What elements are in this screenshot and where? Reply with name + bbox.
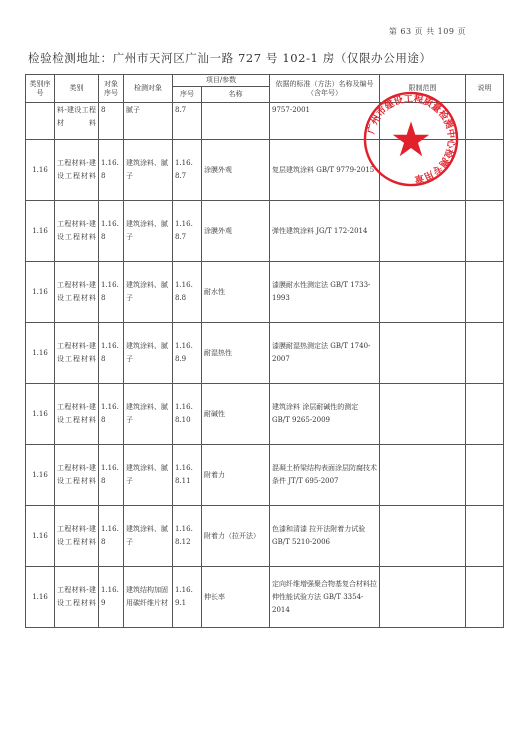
cell-obj-no: 1.16.8 [99,506,124,567]
official-seal [362,90,460,188]
cell-category: 工程材料-建设工程材料 [55,323,99,384]
cell-obj-no: 1.16.8 [99,445,124,506]
cell-param-name: 涂膜外观 [202,140,270,201]
cell-standard: 弹性建筑涂料 JG/T 172-2014 [270,201,380,262]
cell-limit [380,201,466,262]
table-row [26,506,504,567]
header-standard: 依据的标准（方法）名称及编号（含年号） [270,75,380,103]
cell-category: 工程材料-建设工程材料 [55,201,99,262]
cell-cat-no: 1.16 [26,567,55,628]
cell-category: 工程材料-建设工程材料 [55,567,99,628]
header-object: 检测对象 [124,75,173,103]
cell-standard: 定向纤维增强聚合物基复合材料拉伸性能试验方法 GB/T 3354-2014 [270,567,380,628]
cell-object: 建筑涂料、腻子 [124,201,173,262]
seal-star-icon [393,121,429,156]
cell-category: 工程材料-建设工程材料 [55,506,99,567]
cell-param-no: 1.16.8.12 [173,506,202,567]
lab-address: 检验检测地址：广州市天河区广汕一路 727 号 102-1 房（仅限办公用途） [28,51,432,65]
cell-limit [380,567,466,628]
cell-param-name [202,103,270,140]
cell-note [466,445,504,506]
seal-text: 广州市建设工程质量检测中心检测专用章 [366,93,457,185]
cell-standard: 建筑涂料 涂层耐碱性的测定 GB/T 9265-2009 [270,384,380,445]
cell-obj-no: 1.16.9 [99,567,124,628]
header-param-name: 名称 [202,87,270,103]
header-param-no: 序号 [173,87,202,103]
cell-standard: 9757-2001 [270,103,380,140]
cell-note [466,323,504,384]
cell-obj-no: 8 [99,103,124,140]
cell-note [466,384,504,445]
cell-object: 建筑涂料、腻子 [124,445,173,506]
header-limit: 限制范围 [380,75,466,103]
cell-object: 建筑涂料、腻子 [124,262,173,323]
cell-note [466,506,504,567]
cell-note [466,140,504,201]
cell-note [466,201,504,262]
cell-param-name: 耐碱性 [202,384,270,445]
header-obj-no: 对象序号 [99,75,124,103]
cell-cat-no: 1.16 [26,506,55,567]
header-param-group: 项目/参数 [173,75,270,87]
cell-cat-no: 1.16 [26,323,55,384]
cell-category: 料-建设工程材料 [55,103,99,140]
cell-param-name: 耐水性 [202,262,270,323]
cell-param-no: 1.16.8.11 [173,445,202,506]
header-category: 类别 [55,75,99,103]
cell-obj-no: 1.16.8 [99,140,124,201]
cell-param-no: 1.16.8.9 [173,323,202,384]
cell-obj-no: 1.16.8 [99,323,124,384]
cell-category: 工程材料-建设工程材料 [55,445,99,506]
cell-cat-no: 1.16 [26,384,55,445]
cell-standard: 漆膜耐湿热测定法 GB/T 1740-2007 [270,323,380,384]
cell-param-name: 伸长率 [202,567,270,628]
cell-object: 建筑结构加固用碳纤维片材 [124,567,173,628]
cell-standard: 色漆和清漆 拉开法附着力试验 GB/T 5210-2006 [270,506,380,567]
cell-object: 建筑涂料、腻子 [124,506,173,567]
cell-param-no: 1.16.8.10 [173,384,202,445]
table-row [26,445,504,506]
cell-param-no: 8.7 [173,103,202,140]
cell-object: 腻子 [124,103,173,140]
cell-note [466,103,504,140]
cell-note [466,567,504,628]
cell-standard: 混凝土桥梁结构表面涂层防腐技术条件 JT/T 695-2007 [270,445,380,506]
cell-obj-no: 1.16.8 [99,262,124,323]
cell-param-name: 附着力（拉开法） [202,506,270,567]
cell-obj-no: 1.16.8 [99,384,124,445]
header-cat-no: 类别序号 [26,75,55,103]
cell-object: 建筑涂料、腻子 [124,384,173,445]
cell-category: 工程材料-建设工程材料 [55,140,99,201]
cell-param-name: 涂膜外观 [202,201,270,262]
header-note: 说明 [466,75,504,103]
table-row [26,567,504,628]
header-row [26,75,504,87]
table-row [26,323,504,384]
cell-standard: 漆膜耐水性测定法 GB/T 1733-1993 [270,262,380,323]
cell-note [466,262,504,323]
cell-limit [380,262,466,323]
cell-param-no: 1.16.8.7 [173,140,202,201]
cell-param-name: 附着力 [202,445,270,506]
cell-limit [380,445,466,506]
cell-cat-no [26,103,55,140]
cell-cat-no: 1.16 [26,140,55,201]
table-row [26,384,504,445]
cell-object: 建筑涂料、腻子 [124,323,173,384]
cell-limit [380,506,466,567]
cell-object: 建筑涂料、腻子 [124,140,173,201]
cell-standard: 复层建筑涂料 GB/T 9779-2015 [270,140,380,201]
cell-cat-no: 1.16 [26,262,55,323]
cell-category: 工程材料-建设工程材料 [55,384,99,445]
cell-category: 工程材料-建设工程材料 [55,262,99,323]
cell-param-no: 1.16.8.8 [173,262,202,323]
table-row [26,262,504,323]
page-number: 第 63 页 共 109 页 [388,27,466,36]
cell-param-no: 1.16.9.1 [173,567,202,628]
cell-limit [380,384,466,445]
table-row [26,201,504,262]
cell-param-name: 耐湿热性 [202,323,270,384]
cell-limit [380,323,466,384]
cell-cat-no: 1.16 [26,445,55,506]
cell-cat-no: 1.16 [26,201,55,262]
cell-obj-no: 1.16.8 [99,201,124,262]
cell-param-no: 1.16.8.7 [173,201,202,262]
